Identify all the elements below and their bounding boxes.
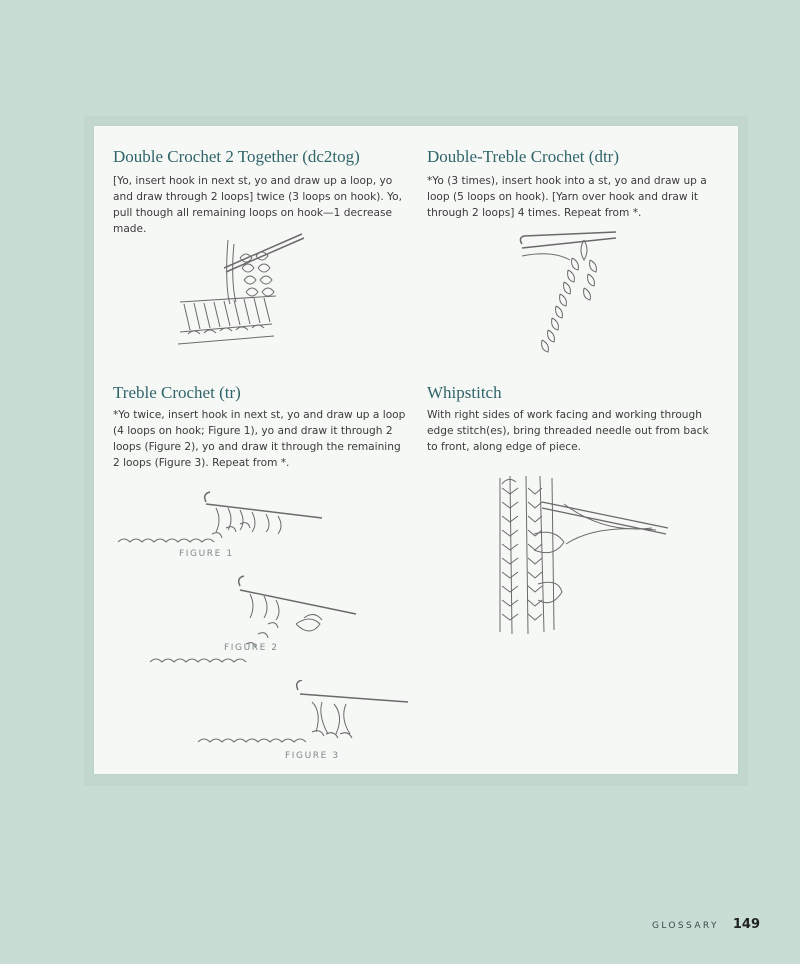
dc2tog-instructions: [Yo, insert hook in next st, yo and draw up a loop, yo and draw through 2 loops] twice (3 loops on hook). Yo, pull though all remaining loops on hook—1 decrease made. — [113, 175, 403, 235]
tr-figure-3-illustration — [196, 680, 412, 752]
tr-heading: Treble Crochet (tr) — [113, 383, 241, 402]
whipstitch-illustration — [494, 474, 674, 636]
page-number: 149 — [732, 917, 760, 932]
section-name: GLOSSARY — [651, 921, 719, 931]
dtr-instructions: *Yo (3 times), insert hook into a st, yo and draw up a loop (5 loops on hook). [Yarn over hook and draw it through 2 loops] 4 times. Repeat from *. — [427, 175, 707, 219]
dc2tog-heading: Double Crochet 2 Together (dc2tog) — [113, 147, 360, 166]
figure-2-caption: FIGURE 2 — [224, 643, 279, 653]
dtr-illustration — [512, 230, 622, 354]
whipstitch-instructions: With right sides of work facing and working through edge stitch(es), bring threaded needle out from back to front, along edge of piece. — [427, 409, 709, 453]
dc2tog-illustration — [176, 232, 332, 350]
page-footer — [652, 913, 760, 932]
tr-instructions: *Yo twice, insert hook in next st, yo and draw up a loop (4 loops on hook; Figure 1), yo and draw it through 2 loops (Figure 2), yo and draw it through the remaining 2 loops (Figure 3). Repeat from *. — [113, 409, 406, 469]
figure-3-caption: FIGURE 3 — [285, 751, 340, 761]
dtr-heading: Double-Treble Crochet (dtr) — [427, 147, 619, 166]
figure-1-caption: FIGURE 1 — [179, 549, 234, 559]
whipstitch-heading: Whipstitch — [427, 383, 502, 402]
tr-figure-1-illustration — [116, 488, 324, 552]
